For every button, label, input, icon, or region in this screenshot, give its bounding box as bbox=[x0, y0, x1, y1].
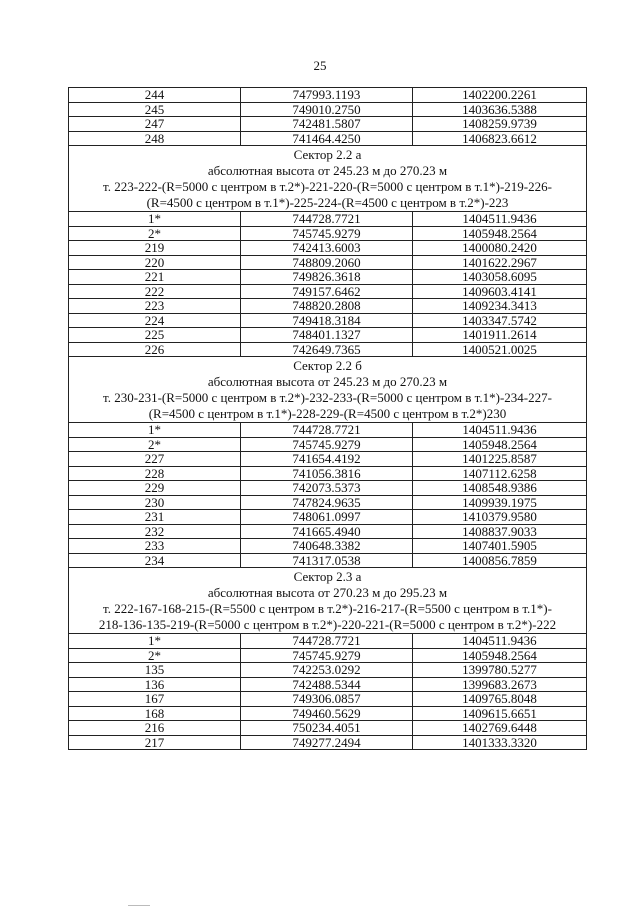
table-row bbox=[69, 299, 587, 314]
sector-altitude: абсолютная высота от 245.23 м до 270.23 м bbox=[207, 374, 448, 389]
point-number-cell: 226 bbox=[69, 342, 241, 357]
table-row bbox=[69, 437, 587, 452]
y-coordinate-cell: 1399780.5277 bbox=[413, 663, 587, 678]
y-coordinate-cell: 1409765.8048 bbox=[413, 692, 587, 707]
x-coordinate-cell: 745745.9279 bbox=[241, 437, 413, 452]
sector-title: Сектор 2.3 а bbox=[293, 569, 362, 584]
x-coordinate-cell: 740648.3382 bbox=[241, 539, 413, 554]
x-coordinate-cell: 749277.2494 bbox=[241, 735, 413, 750]
table-row bbox=[69, 692, 587, 707]
point-number-cell: 247 bbox=[69, 117, 241, 132]
table-row bbox=[69, 481, 587, 496]
y-coordinate-cell: 1407401.5905 bbox=[413, 539, 587, 554]
x-coordinate-cell: 748809.2060 bbox=[241, 255, 413, 270]
y-coordinate-cell: 1403636.5388 bbox=[413, 102, 587, 117]
table-row bbox=[69, 284, 587, 299]
sector-boundary-line: (R=4500 с центром в т.1*)-225-224-(R=4500 с центром в т.2*)-223 bbox=[146, 195, 509, 210]
table-row bbox=[69, 313, 587, 328]
x-coordinate-cell: 748061.0997 bbox=[241, 510, 413, 525]
y-coordinate-cell: 1408259.9739 bbox=[413, 117, 587, 132]
point-number-cell: 245 bbox=[69, 102, 241, 117]
y-coordinate-cell: 1400080.2420 bbox=[413, 241, 587, 256]
point-number-cell: 248 bbox=[69, 131, 241, 146]
x-coordinate-cell: 749010.2750 bbox=[241, 102, 413, 117]
table-row bbox=[69, 706, 587, 721]
sector-title: Сектор 2.2 б bbox=[293, 358, 362, 373]
x-coordinate-cell: 749306.0857 bbox=[241, 692, 413, 707]
x-coordinate-cell: 748820.2808 bbox=[241, 299, 413, 314]
y-coordinate-cell: 1407112.6258 bbox=[413, 466, 587, 481]
point-number-cell: 229 bbox=[69, 481, 241, 496]
x-coordinate-cell: 741654.4192 bbox=[241, 452, 413, 467]
point-number-cell: 231 bbox=[69, 510, 241, 525]
table-row bbox=[69, 466, 587, 481]
table-row bbox=[69, 270, 587, 285]
table-row bbox=[69, 102, 587, 117]
x-coordinate-cell: 750234.4051 bbox=[241, 721, 413, 736]
y-coordinate-cell: 1405948.2564 bbox=[413, 648, 587, 663]
sector-header-row bbox=[69, 146, 587, 212]
x-coordinate-cell: 741464.4250 bbox=[241, 131, 413, 146]
table-row bbox=[69, 241, 587, 256]
x-coordinate-cell: 744728.7721 bbox=[241, 423, 413, 438]
table-row bbox=[69, 648, 587, 663]
x-coordinate-cell: 745745.9279 bbox=[241, 648, 413, 663]
point-number-cell: 224 bbox=[69, 313, 241, 328]
sector-header-row bbox=[69, 568, 587, 634]
table-row bbox=[69, 212, 587, 227]
table-row bbox=[69, 328, 587, 343]
point-number-cell: 227 bbox=[69, 452, 241, 467]
x-coordinate-cell: 747993.1193 bbox=[241, 88, 413, 103]
table-row bbox=[69, 226, 587, 241]
y-coordinate-cell: 1401333.3320 bbox=[413, 735, 587, 750]
point-number-cell: 221 bbox=[69, 270, 241, 285]
table-row bbox=[69, 423, 587, 438]
table-row bbox=[69, 117, 587, 132]
y-coordinate-cell: 1403058.6095 bbox=[413, 270, 587, 285]
point-number-cell: 222 bbox=[69, 284, 241, 299]
y-coordinate-cell: 1409939.1975 bbox=[413, 495, 587, 510]
y-coordinate-cell: 1402769.6448 bbox=[413, 721, 587, 736]
y-coordinate-cell: 1408837.9033 bbox=[413, 524, 587, 539]
table-row bbox=[69, 634, 587, 649]
y-coordinate-cell: 1408548.9386 bbox=[413, 481, 587, 496]
y-coordinate-cell: 1409615.6651 bbox=[413, 706, 587, 721]
table-row bbox=[69, 735, 587, 750]
table-row bbox=[69, 131, 587, 146]
point-number-cell: 217 bbox=[69, 735, 241, 750]
point-number-cell: 1* bbox=[69, 634, 241, 649]
sector-altitude: абсолютная высота от 245.23 м до 270.23 м bbox=[207, 163, 448, 178]
sector-boundary-line: т. 222-167-168-215-(R=5500 с центром в т.2*)-216-217-(R=5500 с центром в т.1*)- bbox=[103, 601, 552, 616]
point-number-cell: 233 bbox=[69, 539, 241, 554]
sector-title: Сектор 2.2 а bbox=[293, 147, 362, 162]
y-coordinate-cell: 1400521.0025 bbox=[413, 342, 587, 357]
x-coordinate-cell: 742413.6003 bbox=[241, 241, 413, 256]
sector-header bbox=[69, 568, 587, 634]
x-coordinate-cell: 742253.0292 bbox=[241, 663, 413, 678]
table-row bbox=[69, 342, 587, 357]
point-number-cell: 230 bbox=[69, 495, 241, 510]
page-number: 25 bbox=[313, 58, 327, 73]
y-coordinate-cell: 1404511.9436 bbox=[413, 212, 587, 227]
y-coordinate-cell: 1402200.2261 bbox=[413, 88, 587, 103]
point-number-cell: 232 bbox=[69, 524, 241, 539]
y-coordinate-cell: 1401911.2614 bbox=[413, 328, 587, 343]
sector-boundary-line: (R=4500 с центром в т.1*)-228-229-(R=4500 с центром в т.2*)230 bbox=[148, 406, 507, 421]
sector-header-row bbox=[69, 357, 587, 423]
x-coordinate-cell: 748401.1327 bbox=[241, 328, 413, 343]
x-coordinate-cell: 747824.9635 bbox=[241, 495, 413, 510]
x-coordinate-cell: 744728.7721 bbox=[241, 634, 413, 649]
y-coordinate-cell: 1405948.2564 bbox=[413, 226, 587, 241]
y-coordinate-cell: 1405948.2564 bbox=[413, 437, 587, 452]
x-coordinate-cell: 741665.4940 bbox=[241, 524, 413, 539]
y-coordinate-cell: 1400856.7859 bbox=[413, 553, 587, 568]
x-coordinate-cell: 749826.3618 bbox=[241, 270, 413, 285]
point-number-cell: 2* bbox=[69, 437, 241, 452]
x-coordinate-cell: 741317.0538 bbox=[241, 553, 413, 568]
coordinates-table bbox=[68, 87, 587, 750]
point-number-cell: 1* bbox=[69, 212, 241, 227]
y-coordinate-cell: 1404511.9436 bbox=[413, 634, 587, 649]
point-number-cell: 234 bbox=[69, 553, 241, 568]
point-number-cell: 168 bbox=[69, 706, 241, 721]
point-number-cell: 136 bbox=[69, 677, 241, 692]
y-coordinate-cell: 1403347.5742 bbox=[413, 313, 587, 328]
sector-altitude: абсолютная высота от 270.23 м до 295.23 м bbox=[207, 585, 448, 600]
table-row bbox=[69, 553, 587, 568]
x-coordinate-cell: 744728.7721 bbox=[241, 212, 413, 227]
point-number-cell: 220 bbox=[69, 255, 241, 270]
y-coordinate-cell: 1399683.2673 bbox=[413, 677, 587, 692]
y-coordinate-cell: 1409603.4141 bbox=[413, 284, 587, 299]
coordinates-table-body bbox=[69, 88, 587, 750]
point-number-cell: 167 bbox=[69, 692, 241, 707]
table-row bbox=[69, 539, 587, 554]
y-coordinate-cell: 1404511.9436 bbox=[413, 423, 587, 438]
point-number-cell: 244 bbox=[69, 88, 241, 103]
y-coordinate-cell: 1406823.6612 bbox=[413, 131, 587, 146]
x-coordinate-cell: 749460.5629 bbox=[241, 706, 413, 721]
x-coordinate-cell: 749418.3184 bbox=[241, 313, 413, 328]
x-coordinate-cell: 742488.5344 bbox=[241, 677, 413, 692]
table-row bbox=[69, 452, 587, 467]
table-row bbox=[69, 88, 587, 103]
sector-boundary-line: т. 223-222-(R=5000 с центром в т.2*)-221-220-(R=5000 с центром в т.1*)-219-226- bbox=[103, 179, 552, 194]
sector-header bbox=[69, 146, 587, 212]
point-number-cell: 225 bbox=[69, 328, 241, 343]
table-row bbox=[69, 255, 587, 270]
y-coordinate-cell: 1401622.2967 bbox=[413, 255, 587, 270]
y-coordinate-cell: 1410379.9580 bbox=[413, 510, 587, 525]
point-number-cell: 216 bbox=[69, 721, 241, 736]
x-coordinate-cell: 749157.6462 bbox=[241, 284, 413, 299]
x-coordinate-cell: 742649.7365 bbox=[241, 342, 413, 357]
point-number-cell: 219 bbox=[69, 241, 241, 256]
table-row bbox=[69, 663, 587, 678]
point-number-cell: 2* bbox=[69, 648, 241, 663]
sector-boundary-line: т. 230-231-(R=5000 с центром в т.2*)-232-233-(R=5000 с центром в т.1*)-234-227- bbox=[103, 390, 552, 405]
table-row bbox=[69, 510, 587, 525]
table-row bbox=[69, 524, 587, 539]
point-number-cell: 135 bbox=[69, 663, 241, 678]
point-number-cell: 223 bbox=[69, 299, 241, 314]
table-row bbox=[69, 677, 587, 692]
y-coordinate-cell: 1409234.3413 bbox=[413, 299, 587, 314]
sector-boundary-line: 218-136-135-219-(R=5000 с центром в т.2*)-220-221-(R=5000 с центром в т.2*)-222 bbox=[98, 617, 557, 632]
x-coordinate-cell: 742073.5373 bbox=[241, 481, 413, 496]
point-number-cell: 228 bbox=[69, 466, 241, 481]
y-coordinate-cell: 1401225.8587 bbox=[413, 452, 587, 467]
x-coordinate-cell: 742481.5807 bbox=[241, 117, 413, 132]
table-row bbox=[69, 495, 587, 510]
sector-header bbox=[69, 357, 587, 423]
x-coordinate-cell: 745745.9279 bbox=[241, 226, 413, 241]
x-coordinate-cell: 741056.3816 bbox=[241, 466, 413, 481]
point-number-cell: 2* bbox=[69, 226, 241, 241]
table-row bbox=[69, 721, 587, 736]
scan-artifact-mark bbox=[128, 905, 150, 906]
point-number-cell: 1* bbox=[69, 423, 241, 438]
